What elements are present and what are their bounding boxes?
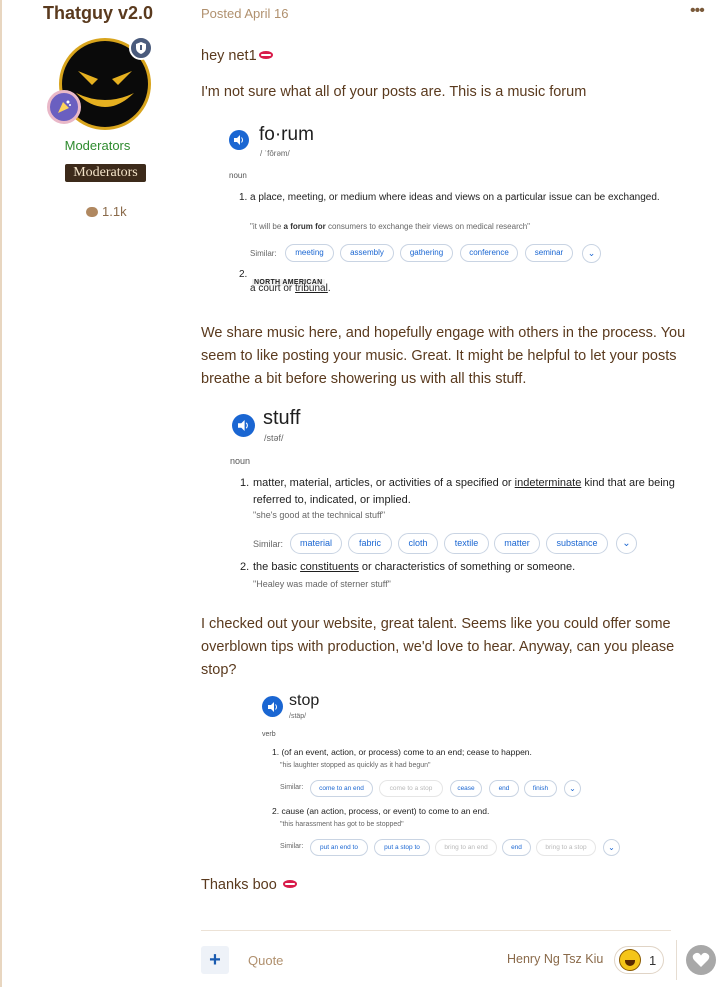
post-count[interactable] (86, 204, 127, 219)
laughing-emoji-icon (619, 949, 641, 971)
comment-icon (86, 207, 98, 217)
synonym-chip[interactable]: put an end to (310, 839, 368, 856)
author-group: Moderators (64, 138, 131, 153)
region-label: NORTH AMERICAN (254, 279, 323, 286)
dictionary-card-forum (225, 118, 690, 300)
synonym-chip[interactable]: end (489, 780, 519, 797)
speaker-icon (232, 414, 255, 437)
post-paragraph: Thanks boo (201, 874, 706, 897)
chevron-down-icon[interactable]: ⌄ (582, 244, 601, 263)
quote-button[interactable]: Quote (248, 953, 284, 968)
dictionary-word: stop (289, 692, 320, 709)
similar-label: Similar: (250, 249, 277, 258)
reactor-name[interactable]: Henry Ng Tsz Kiu (507, 952, 604, 966)
definition: 1. (of an event, action, or process) come to an end; cease to happen. (272, 747, 532, 757)
synonym-chip[interactable]: assembly (340, 244, 394, 262)
example: "his laughter stopped as quickly as it had begun" (280, 762, 431, 769)
post-paragraph: We share music here, and hopefully engage with others in the process. You seem to like posting your music. Great. It might be helpful to let your posts breathe a bit before showering us with all this stuff. (201, 325, 686, 387)
synonym-chip[interactable]: come to a stop (379, 780, 443, 797)
chevron-down-icon[interactable]: ⌄ (564, 780, 581, 797)
similar-label: Similar: (280, 843, 304, 850)
kiss-emoji-icon (259, 51, 273, 59)
footer-divider (201, 930, 671, 931)
rank-badge-icon (47, 90, 81, 124)
similar-label: Similar: (253, 539, 284, 549)
dictionary-card-stuff (228, 403, 718, 595)
synonym-chip[interactable]: matter (494, 533, 540, 554)
definition-number: 2. (240, 561, 250, 573)
post-paragraph: I checked out your website, great talent. Seems like you could offer some overblown tips with production, we'd love to hear. Anyway, can you please stop? (201, 616, 675, 678)
moderator-shield-icon (129, 36, 153, 60)
reaction-count: 1 (649, 952, 657, 968)
definition-number: 1. (240, 477, 250, 489)
more-options-icon[interactable]: ••• (690, 2, 704, 19)
definition: the basic constituents or characteristics of something or someone. (253, 561, 576, 573)
dictionary-word: stuff (263, 407, 301, 429)
group-badge: Moderators (65, 164, 146, 182)
pronunciation: / ˈfôrəm/ (260, 149, 290, 158)
pronunciation: /stäp/ (289, 713, 307, 720)
synonym-chip[interactable]: come to an end (310, 780, 373, 797)
synonym-chip[interactable]: conference (460, 244, 518, 262)
synonym-chip[interactable]: finish (524, 780, 557, 797)
synonym-chip[interactable]: substance (546, 533, 608, 554)
heart-react-icon[interactable] (686, 945, 716, 975)
kiss-emoji-icon (283, 880, 297, 888)
reaction-summary[interactable] (614, 946, 664, 974)
multiquote-button[interactable]: + (201, 946, 229, 974)
definition-number: 1. (239, 192, 248, 203)
synonym-chip[interactable]: put a stop to (374, 839, 430, 856)
definition: a court or tribunal. (250, 283, 331, 294)
chevron-down-icon[interactable]: ⌄ (616, 533, 637, 554)
part-of-speech: verb (262, 731, 276, 738)
synonym-chip[interactable]: textile (444, 533, 489, 554)
dictionary-word: fo·rum (259, 124, 314, 145)
synonym-chip[interactable]: meeting (285, 244, 334, 262)
synonym-chip[interactable]: seminar (525, 244, 573, 262)
chevron-down-icon[interactable]: ⌄ (603, 839, 620, 856)
part-of-speech: noun (230, 456, 251, 466)
definition-number: 2. (239, 269, 248, 280)
post-paragraph: hey net1 (201, 45, 706, 68)
synonym-chip[interactable]: material (290, 533, 342, 554)
speaker-icon (262, 696, 283, 717)
synonym-chip[interactable]: bring to a stop (536, 839, 596, 856)
definition: a place, meeting, or medium where ideas and views on a particular issue can be exchanged. (250, 192, 660, 203)
synonym-chip[interactable]: end (502, 839, 531, 856)
post-paragraph: I'm not sure what all of your posts are. This is a music forum (201, 84, 587, 100)
similar-label: Similar: (280, 784, 304, 791)
synonym-chip[interactable]: cloth (398, 533, 438, 554)
dictionary-card-stop (258, 690, 688, 862)
posted-date[interactable]: Posted April 16 (201, 6, 289, 21)
definition: 2. cause (an action, process, or event) to come to an end. (272, 806, 490, 816)
speaker-icon (229, 130, 249, 150)
definition-link[interactable]: indeterminate (514, 477, 582, 489)
example: "she's good at the technical stuff" (253, 510, 386, 520)
reaction-divider (676, 940, 677, 980)
definition-link[interactable]: constituents (300, 561, 359, 573)
part-of-speech: noun (229, 171, 247, 180)
avatar[interactable] (57, 36, 153, 132)
definition-link[interactable]: tribunal (295, 283, 328, 294)
synonym-chip[interactable]: gathering (400, 244, 453, 262)
post-count-value: 1.1k (102, 204, 127, 219)
example: "it will be a forum for consumers to exchange their views on medical research" (250, 222, 531, 231)
example: "Healey was made of sterner stuff" (253, 579, 391, 589)
example: "this harassment has got to be stopped" (280, 821, 404, 828)
author-name[interactable]: Thatguy v2.0 (43, 3, 154, 23)
synonym-chip[interactable]: cease (450, 780, 482, 797)
synonym-chip[interactable]: bring to an end (435, 839, 497, 856)
synonym-chip[interactable]: fabric (348, 533, 392, 554)
pronunciation: /stəf/ (264, 433, 284, 443)
definition: matter, material, articles, or activities of a specified or indeterminate kind that are being referred to, indicated, or implied. (253, 477, 675, 506)
